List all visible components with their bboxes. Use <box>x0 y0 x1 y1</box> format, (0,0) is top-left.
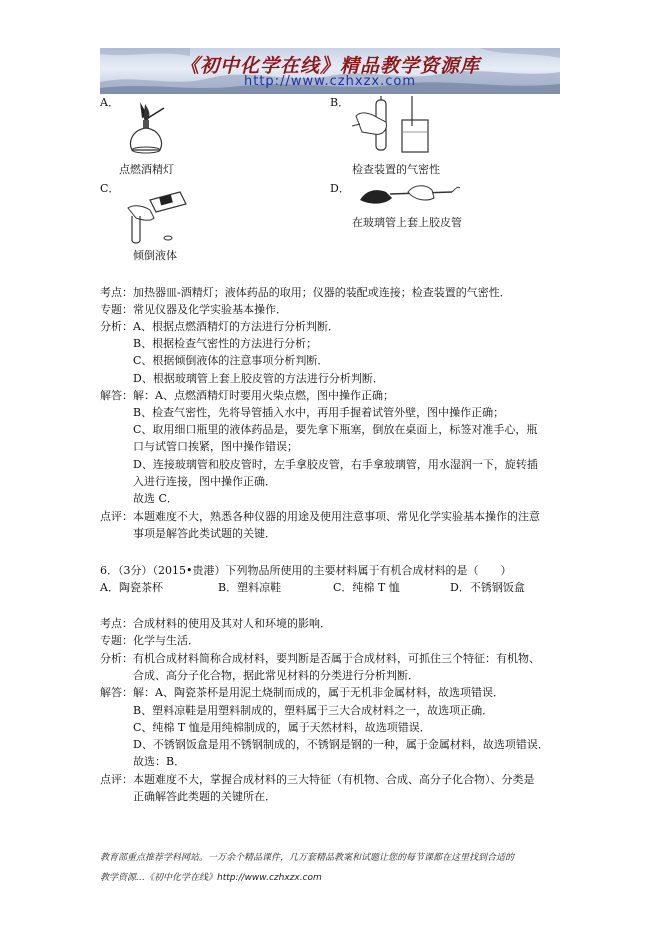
q6-option-a: A．陶瓷茶杯 <box>100 581 163 594</box>
q6-kaodian: 考点：合成材料的使用及其对人和环境的影响． <box>100 617 331 630</box>
q5-fenxi-1: 分析：A、根据点燃酒精灯的方法进行分析判断． <box>100 320 339 333</box>
rubber-tube-figure <box>352 178 462 212</box>
q6-option-b: B．塑料凉鞋 <box>218 581 282 594</box>
q6-jieda-4: D、不锈钢饭盒是用不锈钢制成的，不锈钢是钢的一种，属于金属材料，故选项错误． <box>133 738 549 751</box>
q6-option-d: D．不锈钢饭盒 <box>450 581 525 594</box>
q6-fenxi-2: 合成、高分子化合物，据此常见材料的分类进行分析判断． <box>133 669 419 682</box>
option-c-label: C． <box>100 182 120 195</box>
q5-jieda-5: D、连接玻璃管和胶皮管时，左手拿胶皮管，右手拿玻璃管，用水湿润一下，旋转插 <box>133 458 538 471</box>
q6-option-c: C．纯棉 T 恤 <box>333 581 400 594</box>
q5-kaodian: 考点：加热器皿-酒精灯；液体药品的取用；仪器的装配或连接；检查装置的气密性． <box>100 286 511 299</box>
q6-dianping-1: 点评：本题难度不大，掌握合成材料的三大特征（有机物、合成、高分子化合物）、分类是 <box>100 773 535 786</box>
pour-liquid-figure <box>120 190 190 246</box>
footer-line-1: 教育部重点推荐学科网站。一万余个精品课件，几万套精品教案和试题让您的每节课都在这里找到合适的 <box>100 853 515 863</box>
q5-fenxi-3: C、根据倾倒液体的注意事项分析判断． <box>133 354 329 367</box>
q6-jieda-5: 故选：B． <box>133 755 186 768</box>
option-a-label: A． <box>100 96 119 109</box>
q5-zhuanti: 专题：常见仪器及化学实验基本操作． <box>100 303 287 316</box>
q6-jieda-3: C、纯棉 T 恤是用纯棉制成的，属于天然材料，故选项错误． <box>133 721 431 734</box>
q5-fenxi-4: D、根据玻璃管上套上胶皮管的方法进行分析判断． <box>133 372 384 385</box>
q6-dianping-2: 正确解答此类题的关键所在． <box>133 790 276 803</box>
q6-stem: 6．（3分）（2015•贵港）下列物品所使用的主要材料属于有机合成材料的是（ ） <box>100 564 512 577</box>
option-d-caption: 在玻璃管上套上胶皮管 <box>352 216 462 229</box>
option-b-label: B． <box>330 96 350 109</box>
alcohol-lamp-figure <box>118 98 174 156</box>
q5-jieda-6: 入进行连接，图中操作正确． <box>133 475 276 488</box>
footer-line-2: 教学资源…《初中化学在线》http://www.czhxzx.com <box>100 873 322 883</box>
option-c-caption: 倾倒液体 <box>133 249 177 262</box>
option-b-caption: 检查装置的气密性 <box>352 163 440 176</box>
q6-jieda-2: B、塑料凉鞋是用塑料制成的，塑料属于三大合成材料之一，故选项正确． <box>133 704 494 717</box>
q5-fenxi-2: B、根据检查气密性的方法进行分析； <box>133 337 318 350</box>
q6-fenxi-1: 分析：有机合成材料简称合成材料，要判断是否属于合成材料，可抓住三个特征：有机物、 <box>100 652 540 665</box>
q6-jieda-1: 解答：解：A、陶瓷茶杯是用泥土烧制而成的，属于无机非金属材料，故选项错误． <box>100 686 504 699</box>
q5-jieda-7: 故选 C． <box>133 492 178 505</box>
option-a-caption: 点燃酒精灯 <box>119 163 174 176</box>
q5-dianping-1: 点评：本题难度不大，熟悉各种仪器的用途及使用注意事项、常见化学实验基本操作的注意 <box>100 510 540 523</box>
banner-title: 《初中化学在线》精品教学资源库 <box>179 55 480 77</box>
airtightness-check-figure <box>352 96 442 158</box>
q5-jieda-2: B、检查气密性，先将导管插入水中，再用手握着试管外壁，图中操作正确； <box>133 406 505 419</box>
banner-url[interactable]: http://www.czhxzx.com <box>244 74 416 89</box>
q5-dianping-2: 事项是解答此类试题的关键． <box>133 527 276 540</box>
q6-zhuanti: 专题：化学与生活． <box>100 634 199 647</box>
header-banner <box>100 48 560 94</box>
q5-jieda-3: C、取用细口瓶里的液体药品是，要先拿下瓶塞，倒放在桌面上，标签对准手心，瓶 <box>133 423 538 436</box>
q5-jieda-4: 口与试管口挨紧，图中操作错误； <box>133 440 298 453</box>
option-d-label: D． <box>330 182 350 195</box>
q5-jieda-1: 解答：解：A、点燃酒精灯时要用火柴点燃，图中操作正确； <box>100 389 394 402</box>
